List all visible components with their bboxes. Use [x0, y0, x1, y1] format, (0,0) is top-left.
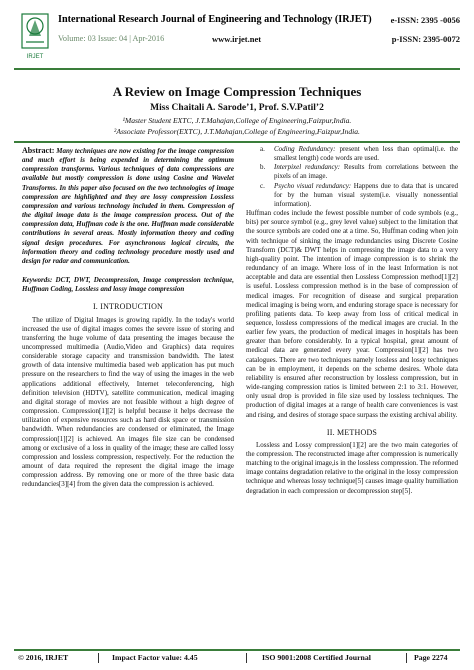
footer-separator [246, 653, 247, 663]
left-column [22, 146, 234, 489]
journal-header [14, 10, 460, 68]
footer-divider [14, 649, 460, 651]
footer-iso: ISO 9001:2008 Certified Journal [262, 653, 371, 662]
p-issn: p-ISSN: 2395-0072 [391, 34, 460, 44]
list-item [246, 145, 458, 163]
methods-paragraph: Lossless and Lossy compression[1][2] are the two main categories of the compression. The reconstructed image after compression is numerically matching to the original image,is in the lossless compression. The reformed image contains degradation relative to the original in the lossy compression technique and whereas lossy technique[5] causes image quality humiliation degradation in each compression or decompression step[5]. [246, 440, 458, 495]
abstract [22, 146, 234, 266]
journal-title: International Research Journal of Engineering and Technology (IRJET) [58, 14, 372, 25]
e-issn: e-ISSN: 2395 -0056 [390, 15, 460, 25]
footer-page-number: Page 2274 [414, 653, 448, 662]
list-term: Interpixel redundancy: [274, 163, 341, 172]
irjet-logo-icon [20, 12, 50, 52]
paper-authors: Miss Chaitali A. Sarode’1, Prof. S.V.Patil’2 [150, 103, 324, 113]
list-item [246, 163, 458, 181]
title-divider [14, 141, 460, 143]
list-text: Results from correlations between the pixels of an image. [274, 163, 459, 181]
footer-separator [406, 653, 407, 663]
list-item [246, 182, 458, 209]
logo-label: IRJET [26, 54, 44, 60]
list-text: present when less than optimal(i.e. the smallest length) code words are used. [274, 145, 458, 163]
list-text: Happens due to data that is uncared for by the human visual system(i.e. visually nonessential information). [274, 181, 458, 208]
affiliation-2: ²Associate Professor(EXTC), J.T.Mahajan,College of Engineering,Faizpur,India. [114, 126, 360, 136]
list-marker: c. [260, 181, 265, 190]
list-term: Psycho visual redundancy: [274, 181, 352, 190]
list-marker: a. [260, 145, 265, 153]
footer-copyright: © 2016, IRJET [18, 653, 69, 662]
abstract-text: Many techniques are now existing for the image compression and much effort is being expended in determining the optimum compression transforms. Various techniques of data compressions are available but mostly compression is done using Cosine and Wavelet Transforms. In this paper also focused on the two technologies of image compression are highlighted and they are lossy compression Lossless compression and various technology included in them. Compression of the digital image data is the image compression process. Out of the compression data, Huffman code is the one. Huffman made considerable contributions in several areas. Mostly information theory and coding signal design procedures. For asynchronous logical circuits, the information theory and coding technology procedure mostly used and design for radar and communication. [22, 147, 234, 265]
section-heading-introduction: I. INTRODUCTION [92, 302, 164, 312]
footer-impact-factor: Impact Factor value: 4.45 [112, 653, 198, 662]
section-heading-methods: II. METHODS [326, 427, 378, 437]
affiliation-1: ¹Master Student EXTC, J.T.Mahajan,College of Engineering,Faizpur,India. [122, 116, 352, 125]
introduction-paragraph: The utilize of Digital Images is growing rapidly. In the today's world increased the use of digital images comes the severe issue of storing and transferring the huge volume of data presenting the images because the uncompressed multimedia (Audio,Video and Graphics) data requires considerable storage capacity and transmission bandwidth. The latest growth of data intensive multimedia based web application has put much pressure on the researchers to find the way of using the images in the web applications additional effectively, Internet teleconferencing, high definition television (HDTV), satellite communication, medical imaging and digital storage of movies are not feasible without a high degree of compression. Compression[1][2] is helpful because it helps decrease the utilization of expensive resources such as hard disk space or transmission bandwidth. When redundancies are condensed or eliminated, the Image compression[1][2] is achieved. An images file size can be condensed among or exclusive of a loss in quality of the image; these are called lossy compression and lossless compression, respectively. For the reduction the amount of data required the represent the digital image the image compression address. By removing one or more of the three basic data redundancies[3][4] from the given data the compression is achieved. [22, 315, 234, 489]
footer-separator [98, 653, 99, 663]
right-column [246, 145, 458, 496]
abstract-label: Abstract: [22, 146, 55, 155]
paper-title: A Review on Image Compression Techniques [112, 84, 362, 99]
keywords: Keywords: DCT, DWT, Decompression, Image compression technique, Huffman Coding, Lossless and lossy image compression [22, 276, 234, 294]
list-marker: b. [260, 163, 266, 172]
journal-website-link[interactable]: www.irjet.net [212, 34, 262, 44]
page-footer [14, 653, 460, 665]
list-term: Coding Redundancy: [274, 145, 336, 153]
title-block [14, 84, 460, 137]
header-divider [14, 68, 460, 70]
huffman-paragraph: Huffman codes include the fewest possible number of code symbols (e.g., bits) per source symbol (e.g., grey level value) subject to the limitation that the source symbols are coded one at a time. So, Huffman coding when join with technique of sinking the image redundancies using Discrete Cosine Transform (DCT)& DWT helps in compressing the image data to a very high-quality point. The intention of image compression is to shrink the redundancy of an image. Where loss of in the least Information is not acceptable and data are essential then Lossless Compression method[1][2] is useful. Lossless compression method is in the base of compression of medical images. For recognition of disease and surgical preparation medical imaging is being worn, and enduring storage space is necessary for profiling patients data. To keep away from loss of critical medical in sequence, lossless compressions of the medical images are crucial. In the earlier few years, the production of medical images in hospitals has been greater than before considerably. In a typical hospital, great amount of medical data are generated every year. Compression[1][2] has two catalogues. There are two techniques namely lossless and lossy techniques can be in employment, it depends on the scheme desires. Whole data reliability is ensured after reconstruction by lossless compression, but in wide-ranging compression ratios is limited between 2:1 to 3:1. However, only usual drop is provided in file size used by lossless techniques. The production of digital images at a range of health care conveniences is vast and rising, and desires of storage space surpass the existing archival ability. [246, 209, 458, 419]
volume-issue: Volume: 03 Issue: 04 | Apr-2016 [58, 34, 165, 43]
